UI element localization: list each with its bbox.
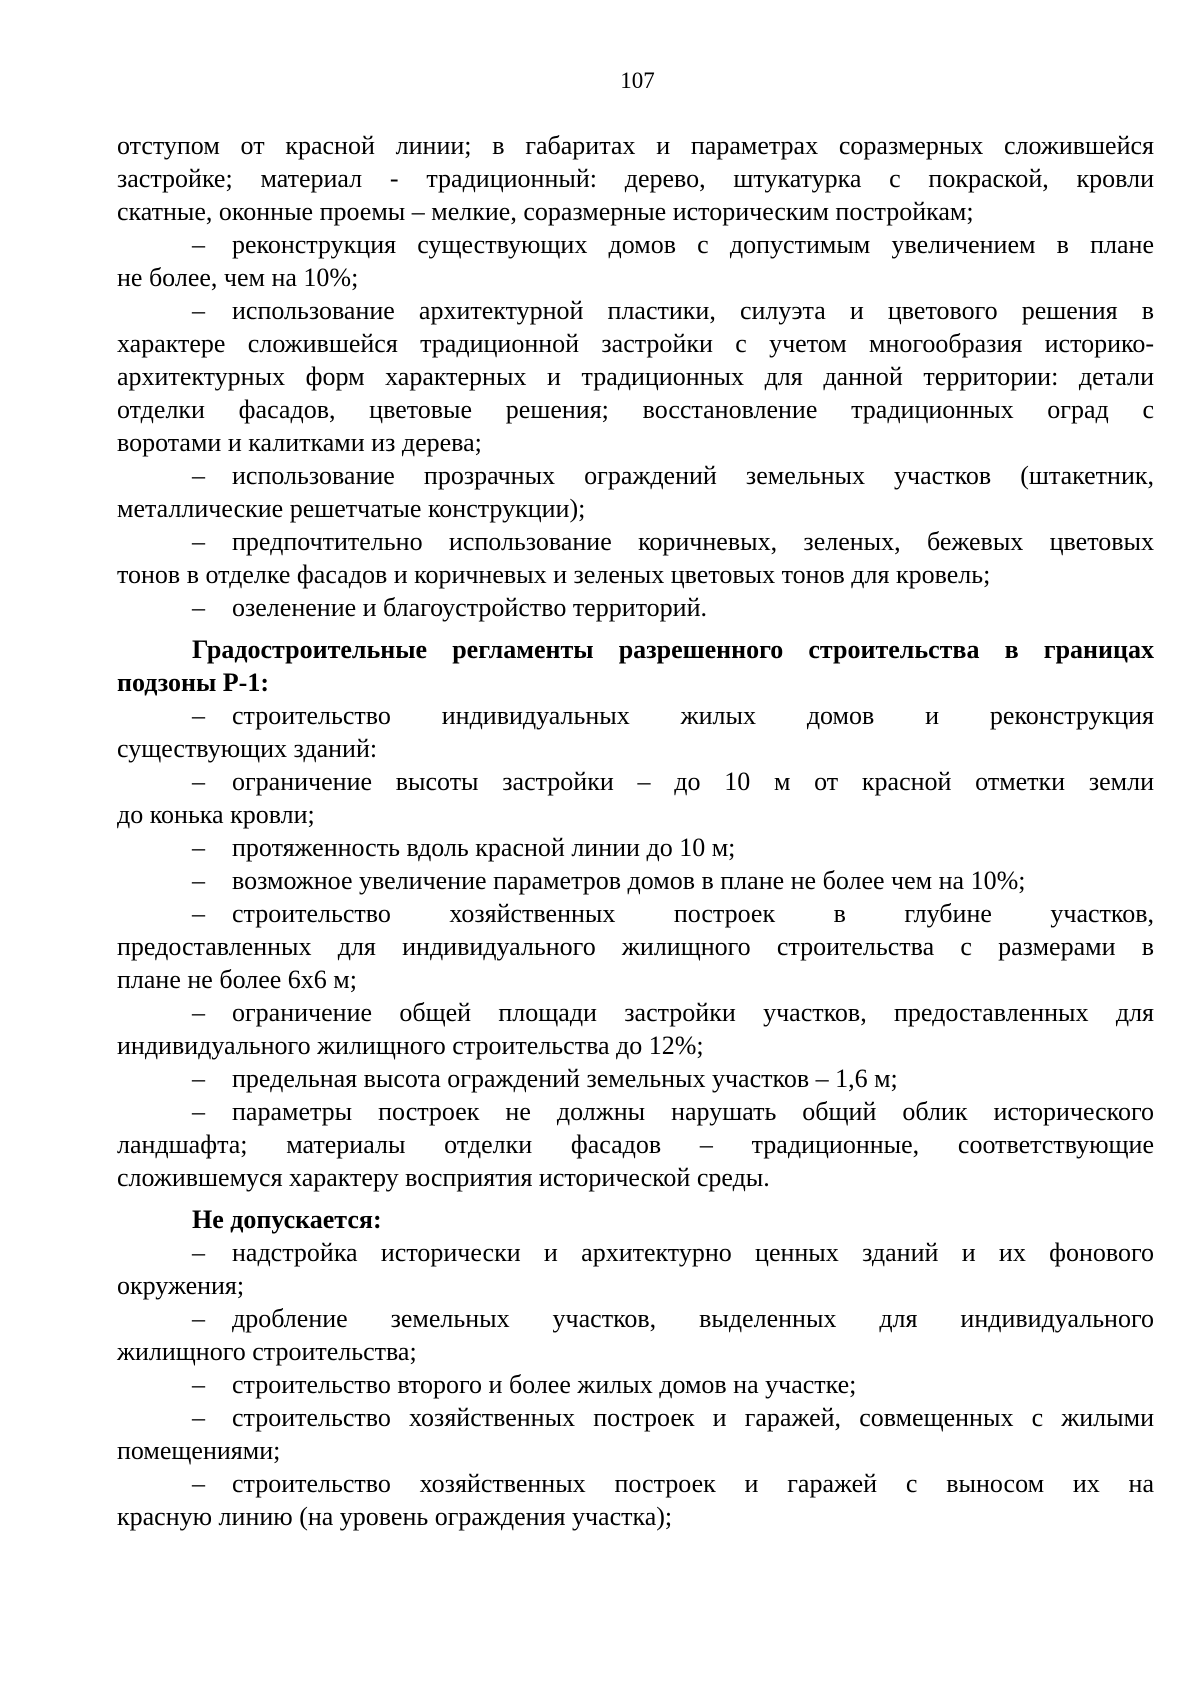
paragraph-gap xyxy=(117,1194,1154,1203)
text-line xyxy=(117,195,1154,228)
list-item-line xyxy=(117,831,1154,864)
list-item-line xyxy=(117,591,1154,624)
line-text: Градостроительные регламенты разрешенного строительства в границах xyxy=(192,635,1154,664)
line-text: использование архитектурной пластики, силуэта и цветового решения в xyxy=(232,296,1154,325)
line-text: Не допускается: xyxy=(192,1205,382,1234)
text-line xyxy=(117,426,1154,459)
line-text: использование прозрачных ограждений земельных участков (штакетник, xyxy=(232,461,1154,490)
text-line xyxy=(117,963,1154,996)
line-text: отделки фасадов, цветовые решения; восстановление традиционных оград с xyxy=(117,395,1154,424)
line-text: до конька кровли; xyxy=(117,800,315,829)
line-text: возможное увеличение параметров домов в плане не более чем на 10%; xyxy=(232,866,1026,895)
line-text: металлические решетчатые конструкции); xyxy=(117,494,586,523)
text-line xyxy=(117,558,1154,591)
line-text: индивидуального жилищного строительства до 12%; xyxy=(117,1031,704,1060)
line-text: плане не более 6х6 м; xyxy=(117,965,357,994)
list-item-line xyxy=(117,1095,1154,1128)
list-item-line xyxy=(117,228,1154,261)
text-line xyxy=(117,1128,1154,1161)
text-line xyxy=(117,129,1154,162)
list-dash: – xyxy=(192,1304,205,1333)
paragraph-gap xyxy=(117,624,1154,633)
list-item-line xyxy=(117,897,1154,930)
list-item-line xyxy=(117,1401,1154,1434)
list-dash: – xyxy=(192,593,205,622)
text-line xyxy=(117,1335,1154,1368)
line-text: дробление земельных участков, выделенных для индивидуального xyxy=(232,1304,1154,1333)
line-text: озеленение и благоустройство территорий. xyxy=(232,593,707,622)
line-text: сложившемуся характеру восприятия исторической среды. xyxy=(117,1163,770,1192)
list-dash: – xyxy=(192,1238,205,1267)
list-item-line xyxy=(117,1467,1154,1500)
section-heading-line xyxy=(117,1203,1154,1236)
line-text: характере сложившейся традиционной застройки с учетом многообразия историко- xyxy=(117,329,1154,358)
list-item-line xyxy=(117,699,1154,732)
line-text: предоставленных для индивидуального жилищного строительства с размерами в xyxy=(117,932,1154,961)
text-line xyxy=(117,1434,1154,1467)
list-dash: – xyxy=(192,1403,205,1432)
line-text: предпочтительно использование коричневых, зеленых, бежевых цветовых xyxy=(232,527,1154,556)
line-text: ландшафта; материалы отделки фасадов – традиционные, соответствующие xyxy=(117,1130,1154,1159)
line-text: строительство индивидуальных жилых домов и реконструкция xyxy=(232,701,1154,730)
text-line xyxy=(117,393,1154,426)
text-line xyxy=(117,1500,1154,1533)
text-line xyxy=(117,930,1154,963)
line-text: надстройка исторически и архитектурно ценных зданий и их фонового xyxy=(232,1238,1154,1267)
line-text: жилищного строительства; xyxy=(117,1337,417,1366)
line-text: ограничение высоты застройки – до 10 м от красной отметки земли xyxy=(232,767,1154,796)
line-text: красную линию (на уровень ограждения участка); xyxy=(117,1502,673,1531)
list-item-line xyxy=(117,1368,1154,1401)
line-text: не более, чем на 10%; xyxy=(117,263,359,292)
list-dash: – xyxy=(192,866,205,895)
list-dash: – xyxy=(192,767,205,796)
line-text: помещениями; xyxy=(117,1436,281,1465)
list-item-line xyxy=(117,1236,1154,1269)
text-line xyxy=(117,261,1154,294)
text-line xyxy=(117,1029,1154,1062)
document-body xyxy=(117,129,1154,1533)
list-item-line xyxy=(117,765,1154,798)
page-number: 107 xyxy=(620,68,655,93)
list-dash: – xyxy=(192,296,205,325)
line-text: параметры построек не должны нарушать общий облик исторического xyxy=(232,1097,1154,1126)
line-text: окружения; xyxy=(117,1271,245,1300)
list-dash: – xyxy=(192,230,205,259)
line-text: протяженность вдоль красной линии до 10 м; xyxy=(232,833,736,862)
section-heading-line xyxy=(117,633,1154,666)
line-text: архитектурных форм характерных и традиционных для данной территории: детали xyxy=(117,362,1154,391)
text-line xyxy=(117,1269,1154,1302)
line-text: строительство хозяйственных построек в глубине участков, xyxy=(232,899,1154,928)
text-line xyxy=(117,732,1154,765)
line-text: отступом от красной линии; в габаритах и параметрах соразмерных сложившейся xyxy=(117,131,1154,160)
list-item-line xyxy=(117,1302,1154,1335)
line-text: строительство хозяйственных построек и гаражей с выносом их на xyxy=(232,1469,1154,1498)
list-dash: – xyxy=(192,1064,205,1093)
list-item-line xyxy=(117,1062,1154,1095)
list-item-line xyxy=(117,459,1154,492)
list-dash: – xyxy=(192,1097,205,1126)
list-dash: – xyxy=(192,461,205,490)
line-text: застройке; материал - традиционный: дерево, штукатурка с покраской, кровли xyxy=(117,164,1154,193)
line-text: скатные, оконные проемы – мелкие, соразмерные историческим постройкам; xyxy=(117,197,974,226)
text-line xyxy=(117,162,1154,195)
text-line xyxy=(117,327,1154,360)
line-text: воротами и калитками из дерева; xyxy=(117,428,482,457)
section-heading-line xyxy=(117,666,1154,699)
list-item-line xyxy=(117,294,1154,327)
list-dash: – xyxy=(192,1469,205,1498)
line-text: тонов в отделке фасадов и коричневых и зеленых цветовых тонов для кровель; xyxy=(117,560,991,589)
line-text: ограничение общей площади застройки участков, предоставленных для xyxy=(232,998,1154,1027)
list-dash: – xyxy=(192,701,205,730)
list-dash: – xyxy=(192,899,205,928)
list-dash: – xyxy=(192,1370,205,1399)
list-item-line xyxy=(117,525,1154,558)
line-text: строительство второго и более жилых домов на участке; xyxy=(232,1370,857,1399)
text-line xyxy=(117,360,1154,393)
list-dash: – xyxy=(192,527,205,556)
text-line xyxy=(117,1161,1154,1194)
text-line xyxy=(117,492,1154,525)
list-item-line xyxy=(117,864,1154,897)
line-text: подзоны Р-1: xyxy=(117,668,269,697)
line-text: существующих зданий: xyxy=(117,734,378,763)
line-text: предельная высота ограждений земельных участков – 1,6 м; xyxy=(232,1064,898,1093)
list-item-line xyxy=(117,996,1154,1029)
text-line xyxy=(117,798,1154,831)
list-dash: – xyxy=(192,833,205,862)
line-text: строительство хозяйственных построек и гаражей, совмещенных с жилыми xyxy=(232,1403,1154,1432)
line-text: реконструкция существующих домов с допустимым увеличением в плане xyxy=(232,230,1154,259)
list-dash: – xyxy=(192,998,205,1027)
